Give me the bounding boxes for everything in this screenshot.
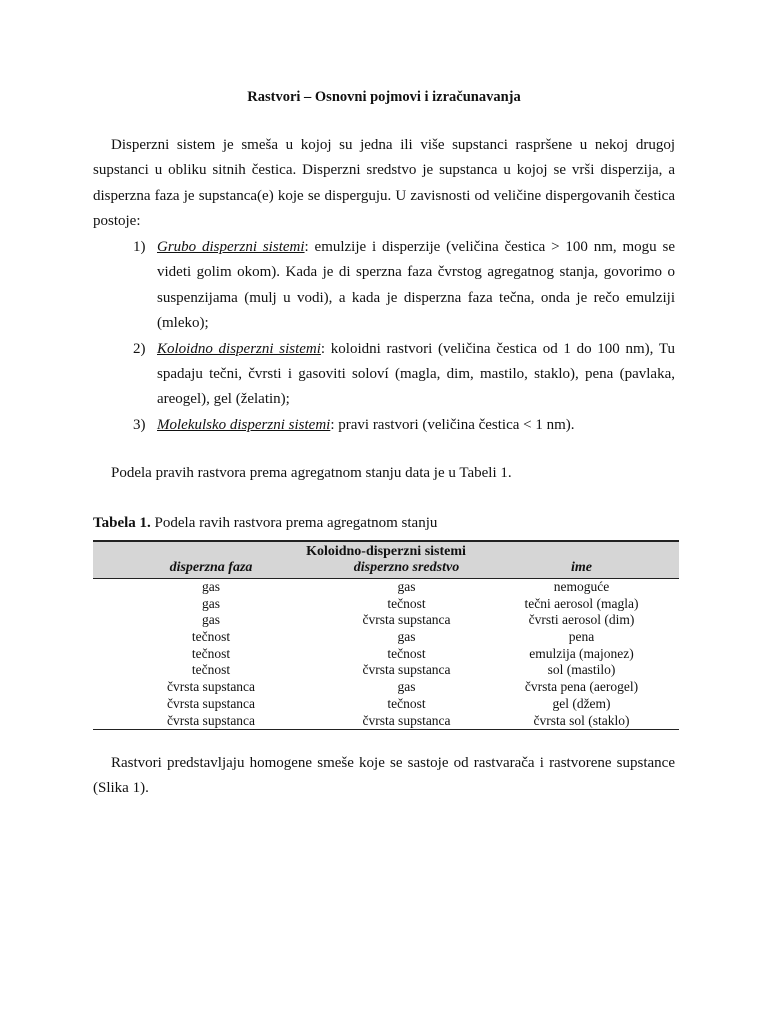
table-row	[93, 696, 679, 713]
table-cell: pena	[568, 629, 595, 645]
table-header	[93, 542, 679, 579]
table-cell: gas	[202, 612, 220, 628]
table-cell: tečni aerosol (magla)	[524, 595, 639, 611]
list-number: 1)	[133, 239, 146, 255]
table-row	[93, 662, 679, 679]
closing-text: Rastvori predstavljaju homogene smeše koje se sastoje od rastvarača i rastvorene supstance (Slika 1).	[93, 755, 675, 797]
list-item	[93, 337, 675, 413]
table-row	[93, 646, 679, 663]
intro-text: Disperzni sistem je smeša u kojoj su jedna ili više supstanci raspršene u nekoj drugoj supstanci u obliku sitnih čestica. Disperzni sredstvo je supstanca u kojoj se vrši disperzija, a disperzna faza je supstanca(e) koje se disperguju. U zavisnosti od veličine dispergovanih čestica postoje:	[93, 137, 675, 230]
table-cell: gas	[397, 629, 416, 645]
list-term: Koloidno disperzni sistemi	[157, 340, 321, 357]
table-cell: gas	[397, 579, 416, 594]
table-caption-text: Podela ravih rastvora prema agregatnom stanju	[150, 515, 438, 531]
table-cell: čvrsta supstanca	[362, 712, 451, 728]
table-caption-label: Tabela 1.	[93, 515, 151, 531]
list-number: 3)	[133, 416, 146, 433]
table-cell: tečnost	[387, 645, 426, 661]
table-cell: sol (mastilo)	[547, 662, 616, 678]
table-cell: emulzija (majonez)	[529, 645, 634, 661]
table-cell: gel (džem)	[552, 695, 611, 711]
table-group-title: Koloidno-disperzni sistemi	[306, 544, 466, 559]
table-cell: tečnost	[387, 595, 426, 611]
table-cell: gas	[202, 579, 220, 594]
disperse-systems-list	[93, 235, 675, 438]
list-text: : emulzije i disperzije (veličina čestica > 100 nm, mogu se videti golim okom). Kada je di sperzna faza čvrstog agregatnog stanja, govorimo o suspenzijama (mulj u vodi), a kada je disperzna faza tečna, onda je rečo emulziji (mleko);	[157, 239, 676, 332]
header-ime: ime	[571, 560, 592, 575]
table-row	[93, 713, 679, 730]
header-disperzna-faza: disperzna faza	[169, 560, 253, 575]
list-text: : koloidni rastvori (veličina čestica od 1 do 100 nm), Tu spadaju tečni, čvrsti i gasoviti soloví (magla, dim, mastilo, staklo), pena (pavlaka, areogel), gel (želatin);	[157, 340, 675, 408]
table-cell: čvrsta supstanca	[166, 695, 256, 711]
list-term: Grubo disperzni sistemi	[157, 239, 305, 255]
table-cell: čvrsta pena (aerogel)	[524, 679, 639, 695]
list-number: 2)	[133, 340, 146, 357]
table-row	[93, 612, 679, 629]
table-row	[93, 629, 679, 646]
closing-paragraph	[93, 751, 675, 802]
table-cell: čvrsta supstanca	[166, 712, 256, 728]
table-row	[93, 596, 679, 613]
document-title: Rastvori – Osnovni pojmovi i izračunavanja	[247, 89, 521, 105]
table-cell: nemoguće	[553, 579, 610, 594]
table-cell: gas	[397, 679, 416, 695]
table-cell: čvrsta supstanca	[362, 662, 451, 678]
table-intro-text: Podela pravih rastvora prema agregatnom stanju data je u Tabeli 1.	[111, 465, 512, 481]
table-cell: čvrsta sol (staklo)	[533, 712, 630, 728]
solutions-table	[93, 540, 679, 730]
list-text: : pravi rastvori (veličina čestica < 1 nm).	[330, 416, 575, 433]
table-caption	[93, 513, 437, 533]
table-cell: tečnost	[191, 629, 231, 645]
header-disperzno-sredstvo: disperzno sredstvo	[353, 560, 460, 575]
table-cell: čvrsti aerosol (dim)	[528, 612, 635, 628]
intro-paragraph	[93, 133, 675, 235]
table-header-row	[93, 560, 679, 576]
table-cell: gas	[202, 595, 220, 611]
table-cell: tečnost	[191, 645, 231, 661]
list-item	[93, 413, 675, 438]
list-item	[93, 235, 675, 337]
table-cell: tečnost	[191, 662, 231, 678]
table-intro-paragraph	[93, 461, 675, 486]
table-row	[93, 579, 679, 596]
table-row	[93, 679, 679, 696]
table-cell: tečnost	[387, 695, 426, 711]
list-term: Molekulsko disperzni sistemi	[157, 416, 331, 433]
table-cell: čvrsta supstanca	[166, 679, 256, 695]
table-cell: čvrsta supstanca	[362, 612, 451, 628]
